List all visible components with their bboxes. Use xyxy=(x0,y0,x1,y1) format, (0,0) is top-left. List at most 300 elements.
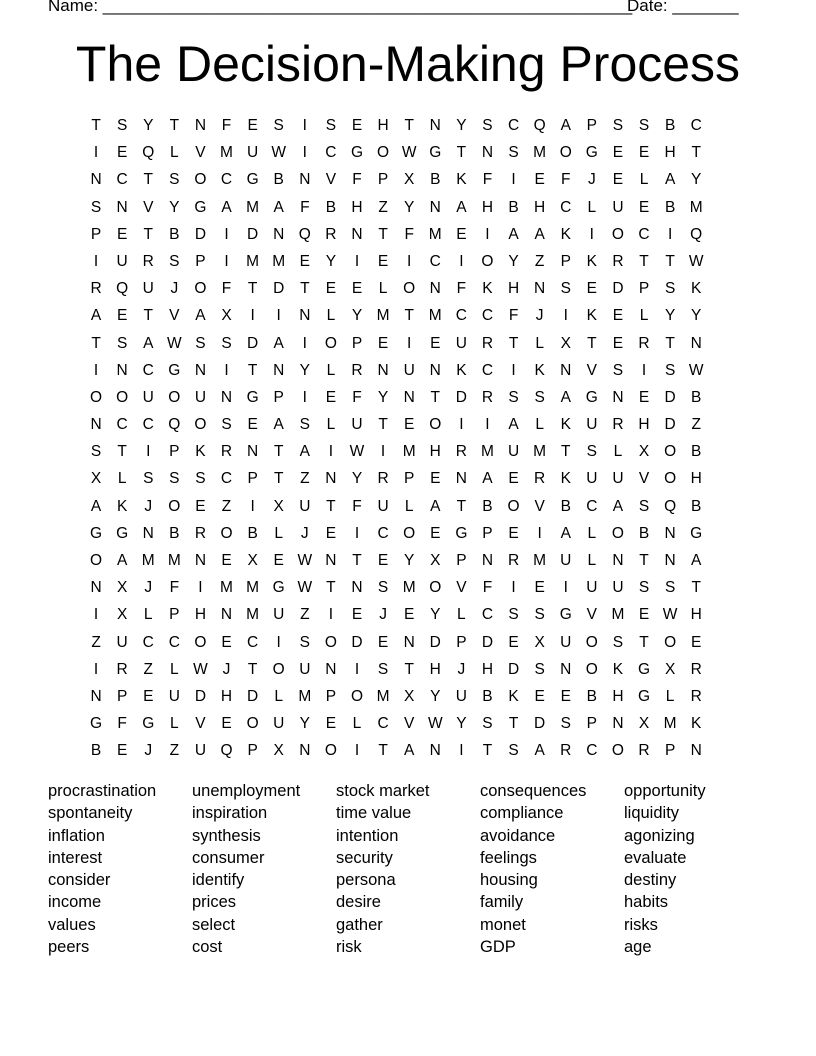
grid-letter: S xyxy=(534,606,545,624)
word-item: consider xyxy=(48,871,111,890)
name-line: Name: ________________________________________________________ xyxy=(48,0,633,15)
grid-letter: Q xyxy=(664,497,677,515)
grid-row xyxy=(83,139,709,166)
grid-letter: S xyxy=(221,334,232,352)
grid-row xyxy=(83,710,709,737)
grid-letter: N xyxy=(377,361,389,379)
grid-letter: C xyxy=(116,171,128,189)
grid-letter: I xyxy=(224,252,229,270)
grid-letter: U xyxy=(247,144,259,162)
grid-letter: K xyxy=(612,660,624,678)
grid-letter: D xyxy=(612,280,624,298)
grid-row xyxy=(83,574,709,601)
word-item: housing xyxy=(480,871,538,890)
grid-letter: K xyxy=(691,715,702,733)
grid-letter: M xyxy=(298,687,312,705)
grid-letter: P xyxy=(273,388,284,406)
grid-letter: E xyxy=(116,144,128,162)
grid-letter: I xyxy=(511,361,516,379)
word-item: liquidity xyxy=(624,804,680,823)
grid-letter: L xyxy=(535,334,544,352)
grid-letter: T xyxy=(378,416,388,434)
grid-letter: W xyxy=(427,715,443,733)
grid-letter: B xyxy=(691,443,702,461)
grid-letter: S xyxy=(169,252,180,270)
grid-letter: G xyxy=(272,579,285,597)
grid-letter: C xyxy=(481,307,494,325)
grid-letter: E xyxy=(273,552,284,569)
grid-letter: E xyxy=(221,633,232,651)
grid-letter: V xyxy=(586,606,597,624)
grid-letter: V xyxy=(325,171,337,189)
grid-letter: E xyxy=(116,307,128,325)
grid-letter: H xyxy=(429,660,441,678)
grid-letter: X xyxy=(116,606,128,624)
word-item: select xyxy=(192,915,236,934)
grid-letter: R xyxy=(194,524,207,542)
grid-letter: O xyxy=(481,252,494,270)
grid-letter: E xyxy=(638,198,650,216)
grid-letter: S xyxy=(612,633,624,651)
grid-row xyxy=(83,520,709,547)
grid-letter: H xyxy=(481,198,494,216)
grid-letter: I xyxy=(407,252,412,270)
grid-letter: W xyxy=(688,252,704,270)
grid-letter: O xyxy=(403,280,416,298)
grid-letter: K xyxy=(534,361,545,379)
grid-letter: C xyxy=(116,416,128,434)
grid-letter: L xyxy=(326,361,336,379)
word-item: consequences xyxy=(480,782,587,800)
page-title: The Decision-Making Process xyxy=(75,36,741,92)
grid-letter: I xyxy=(250,307,255,325)
grid-letter: O xyxy=(168,497,181,515)
grid-letter: N xyxy=(429,361,441,379)
grid-letter: S xyxy=(116,334,128,352)
grid-letter: U xyxy=(403,361,415,379)
grid-letter: U xyxy=(116,252,128,270)
grid-letter: I xyxy=(380,443,386,461)
grid-letter: Y xyxy=(691,307,702,325)
grid-letter: E xyxy=(377,633,389,651)
word-item: compliance xyxy=(480,804,564,823)
grid-letter: L xyxy=(457,606,466,624)
grid-letter: T xyxy=(456,497,467,515)
grid-letter: P xyxy=(664,742,676,760)
grid-letter: R xyxy=(507,552,520,569)
word-item: inflation xyxy=(48,826,105,845)
grid-letter: B xyxy=(430,171,441,189)
grid-letter: W xyxy=(662,606,678,624)
grid-letter: T xyxy=(300,280,310,298)
grid-letter: U xyxy=(142,280,154,298)
grid-letter: N xyxy=(273,361,285,379)
grid-letter: O xyxy=(403,524,416,542)
grid-letter: E xyxy=(325,715,337,733)
grid-letter: T xyxy=(456,144,467,162)
grid-letter: O xyxy=(194,633,207,651)
grid-letter: A xyxy=(143,334,154,352)
grid-letter: N xyxy=(90,416,102,434)
grid-letter: I xyxy=(354,252,360,270)
grid-letter: I xyxy=(589,225,594,243)
grid-letter: K xyxy=(586,307,597,325)
grid-letter: F xyxy=(169,579,180,597)
grid-letter: I xyxy=(667,225,673,243)
word-item: consumer xyxy=(192,848,265,867)
grid-letter: M xyxy=(533,144,547,162)
grid-letter: V xyxy=(586,361,597,379)
grid-letter: M xyxy=(402,443,416,461)
grid-letter: A xyxy=(273,416,284,434)
grid-letter: X xyxy=(430,552,441,569)
grid-row xyxy=(83,411,709,438)
grid-letter: T xyxy=(639,633,649,651)
grid-letter: Y xyxy=(299,361,310,379)
grid-letter: W xyxy=(349,443,365,461)
grid-letter: N xyxy=(90,171,102,189)
grid-letter: D xyxy=(194,225,207,243)
word-item: destiny xyxy=(624,871,677,890)
grid-letter: T xyxy=(143,225,153,243)
grid-letter: I xyxy=(459,252,464,270)
grid-letter: O xyxy=(220,524,233,542)
word-item: stock market xyxy=(336,782,430,800)
grid-letter: Q xyxy=(168,416,181,434)
grid-letter: H xyxy=(534,198,546,216)
grid-letter: C xyxy=(220,171,233,189)
grid-letter: G xyxy=(559,606,572,624)
grid-row xyxy=(83,465,709,492)
grid-letter: G xyxy=(90,524,103,542)
grid-letter: A xyxy=(430,497,441,515)
grid-letter: T xyxy=(508,334,519,352)
grid-row xyxy=(83,194,709,221)
word-item: intention xyxy=(336,826,399,845)
grid-letter: T xyxy=(273,470,284,488)
grid-letter: I xyxy=(328,606,334,624)
grid-letter: I xyxy=(302,144,307,162)
word-item: cost xyxy=(192,938,223,957)
grid-letter: M xyxy=(167,552,181,569)
grid-letter: K xyxy=(482,280,493,298)
grid-letter: N xyxy=(273,225,285,243)
grid-letter: G xyxy=(116,524,129,542)
grid-letter: C xyxy=(142,361,154,379)
grid-letter: J xyxy=(170,280,179,298)
grid-letter: O xyxy=(324,334,337,352)
grid-letter: Q xyxy=(533,117,546,134)
grid-letter: A xyxy=(664,171,676,189)
grid-letter: C xyxy=(168,633,180,651)
grid-letter: L xyxy=(170,144,179,162)
grid-letter: R xyxy=(116,660,128,678)
grid-letter: B xyxy=(325,198,337,216)
grid-letter: X xyxy=(90,470,102,488)
grid-letter: F xyxy=(117,715,127,733)
grid-letter: T xyxy=(169,117,180,134)
grid-letter: M xyxy=(246,579,260,597)
grid-letter: G xyxy=(246,388,259,406)
grid-letter: I xyxy=(485,416,490,434)
grid-letter: G xyxy=(637,660,651,678)
grid-letter: I xyxy=(459,416,464,434)
grid-letter: Y xyxy=(169,198,180,216)
grid-letter: H xyxy=(690,470,702,488)
grid-letter: Y xyxy=(351,470,363,488)
grid-letter: F xyxy=(508,307,519,325)
grid-letter: G xyxy=(90,715,103,733)
grid-letter: N xyxy=(664,552,676,569)
grid-letter: M xyxy=(611,606,625,624)
word-item: habits xyxy=(624,893,669,912)
grid-letter: E xyxy=(534,579,545,597)
grid-letter: C xyxy=(247,633,259,651)
grid-letter: E xyxy=(638,388,650,406)
grid-letter: P xyxy=(90,225,102,243)
grid-letter: U xyxy=(586,579,598,597)
grid-letter: O xyxy=(194,171,207,189)
grid-row xyxy=(83,737,709,764)
grid-letter: O xyxy=(611,742,624,760)
grid-row xyxy=(83,438,709,465)
grid-letter: T xyxy=(326,497,336,515)
grid-letter: Y xyxy=(456,715,467,733)
grid-letter: C xyxy=(586,742,598,760)
grid-letter: N xyxy=(299,742,311,760)
grid-letter: Z xyxy=(143,660,153,678)
grid-letter: N xyxy=(325,660,337,678)
grid-letter: G xyxy=(350,144,364,162)
grid-letter: A xyxy=(560,524,571,542)
grid-letter: S xyxy=(664,579,676,597)
grid-letter: Y xyxy=(430,687,441,705)
grid-letter: N xyxy=(116,198,128,216)
grid-letter: S xyxy=(299,633,310,651)
grid-row xyxy=(83,112,709,139)
grid-letter: K xyxy=(586,252,597,270)
grid-letter: O xyxy=(90,388,103,406)
grid-row xyxy=(83,601,709,628)
grid-letter: Y xyxy=(430,606,441,624)
grid-letter: A xyxy=(456,198,467,216)
grid-letter: L xyxy=(274,687,284,705)
grid-letter: R xyxy=(612,416,624,434)
grid-letter: S xyxy=(169,171,180,189)
grid-letter: N xyxy=(220,606,233,624)
grid-letter: C xyxy=(481,606,494,624)
grid-letter: G xyxy=(168,361,181,379)
grid-letter: O xyxy=(611,225,624,243)
grid-letter: R xyxy=(481,388,494,406)
grid-letter: T xyxy=(91,334,101,352)
grid-letter: S xyxy=(195,334,206,352)
grid-letter: Z xyxy=(534,252,545,270)
word-list xyxy=(48,780,768,958)
grid-letter: U xyxy=(377,497,389,515)
grid-letter: T xyxy=(91,117,101,134)
grid-letter: I xyxy=(485,225,490,243)
grid-letter: N xyxy=(194,117,207,134)
grid-letter: S xyxy=(482,715,493,733)
grid-letter: O xyxy=(194,416,207,434)
grid-letter: F xyxy=(482,579,493,597)
grid-letter: D xyxy=(534,715,546,733)
grid-letter: U xyxy=(299,497,311,515)
grid-letter: E xyxy=(508,470,519,488)
grid-letter: C xyxy=(586,497,598,515)
grid-letter: P xyxy=(377,171,389,189)
grid-letter: U xyxy=(586,470,598,488)
grid-letter: B xyxy=(273,171,284,189)
grid-letter: N xyxy=(247,443,259,461)
grid-letter: H xyxy=(612,687,624,705)
grid-letter: J xyxy=(587,171,596,189)
grid-letter: S xyxy=(638,117,650,134)
grid-letter: B xyxy=(169,225,180,243)
grid-letter: U xyxy=(299,660,311,678)
grid-letter: T xyxy=(691,579,701,597)
grid-letter: M xyxy=(220,579,233,597)
grid-letter: E xyxy=(325,388,337,406)
grid-letter: Y xyxy=(143,117,154,134)
grid-letter: J xyxy=(222,660,231,678)
grid-letter: L xyxy=(170,715,179,733)
grid-letter: U xyxy=(273,606,285,624)
grid-letter: N xyxy=(351,579,363,597)
grid-letter: F xyxy=(300,198,310,216)
grid-letter: B xyxy=(482,497,493,515)
grid-letter: Z xyxy=(300,606,310,624)
word-item: time value xyxy=(336,804,412,823)
grid-letter: J xyxy=(144,497,153,515)
grid-letter: W xyxy=(193,660,208,678)
grid-letter: N xyxy=(90,579,102,597)
grid-letter: D xyxy=(664,416,676,434)
grid-letter: O xyxy=(324,742,337,760)
date-line: Date: _______ xyxy=(627,0,739,15)
grid-letter: N xyxy=(534,280,546,298)
grid-letter: B xyxy=(508,198,519,216)
grid-letter: L xyxy=(639,171,649,189)
grid-letter: M xyxy=(428,307,442,325)
grid-letter: F xyxy=(352,497,362,515)
grid-letter: U xyxy=(351,416,363,434)
grid-letter: U xyxy=(455,687,467,705)
grid-letter: T xyxy=(665,334,675,352)
grid-letter: D xyxy=(351,633,363,651)
grid-letter: S xyxy=(116,117,128,134)
grid-letter: V xyxy=(169,307,180,325)
word-item: avoidance xyxy=(480,826,556,845)
grid-letter: E xyxy=(351,117,363,134)
grid-letter: K xyxy=(560,225,571,243)
grid-letter: O xyxy=(90,552,103,569)
grid-letter: M xyxy=(376,307,390,325)
grid-letter: Y xyxy=(456,117,467,134)
grid-letter: Z xyxy=(221,497,232,515)
grid-letter: N xyxy=(299,307,311,325)
grid-letter: P xyxy=(456,552,467,569)
grid-letter: F xyxy=(352,388,362,406)
grid-letter: N xyxy=(429,117,441,134)
grid-letter: A xyxy=(508,416,519,434)
grid-letter: T xyxy=(143,307,153,325)
grid-letter: A xyxy=(508,225,519,243)
grid-letter: E xyxy=(221,715,232,733)
grid-letter: B xyxy=(560,497,571,515)
grid-letter: M xyxy=(272,252,286,270)
grid-row xyxy=(83,357,709,384)
grid-letter: L xyxy=(587,552,597,569)
grid-letter: U xyxy=(560,552,572,569)
grid-letter: E xyxy=(143,687,154,705)
word-item: unemployment xyxy=(192,782,301,800)
grid-letter: N xyxy=(220,388,233,406)
grid-letter: E xyxy=(116,225,128,243)
grid-letter: D xyxy=(247,687,259,705)
word-item: opportunity xyxy=(624,782,706,800)
grid-letter: I xyxy=(93,660,99,678)
grid-letter: O xyxy=(507,497,520,515)
grid-letter: S xyxy=(482,117,493,134)
word-item: desire xyxy=(336,893,381,912)
grid-letter: L xyxy=(274,524,284,542)
grid-letter: S xyxy=(221,416,232,434)
grid-letter: U xyxy=(560,633,572,651)
word-item: security xyxy=(336,848,393,867)
grid-row xyxy=(83,166,709,193)
grid-letter: L xyxy=(535,416,544,434)
grid-letter: T xyxy=(430,388,440,406)
grid-letter: T xyxy=(665,252,675,270)
grid-letter: S xyxy=(508,388,519,406)
grid-letter: E xyxy=(404,416,415,434)
grid-letter: I xyxy=(93,361,99,379)
word-item: peers xyxy=(48,938,90,957)
grid-letter: Y xyxy=(377,388,389,406)
grid-letter: O xyxy=(559,144,572,162)
grid-letter: C xyxy=(377,715,389,733)
grid-letter: T xyxy=(352,552,362,569)
grid-letter: E xyxy=(377,334,389,352)
grid-letter: X xyxy=(560,334,571,352)
grid-letter: X xyxy=(404,171,415,189)
grid-letter: O xyxy=(664,633,677,651)
grid-letter: Z xyxy=(691,416,701,434)
grid-letter: O xyxy=(429,416,442,434)
grid-letter: Y xyxy=(351,307,363,325)
grid-letter: G xyxy=(429,144,442,162)
grid-letter: U xyxy=(116,633,128,651)
grid-letter: R xyxy=(638,334,650,352)
grid-letter: P xyxy=(586,715,597,733)
grid-letter: Y xyxy=(325,252,337,270)
grid-letter: Y xyxy=(404,198,415,216)
word-item: monet xyxy=(480,915,526,934)
grid-letter: I xyxy=(407,334,412,352)
grid-letter: R xyxy=(90,280,102,298)
grid-letter: E xyxy=(404,606,415,624)
grid-letter: L xyxy=(352,715,362,733)
word-item: procrastination xyxy=(48,782,157,800)
grid-letter: A xyxy=(90,497,102,515)
grid-letter: F xyxy=(456,280,467,298)
grid-letter: M xyxy=(428,225,442,243)
grid-letter: T xyxy=(404,307,414,325)
grid-letter: S xyxy=(169,470,180,488)
grid-letter: G xyxy=(246,171,259,189)
